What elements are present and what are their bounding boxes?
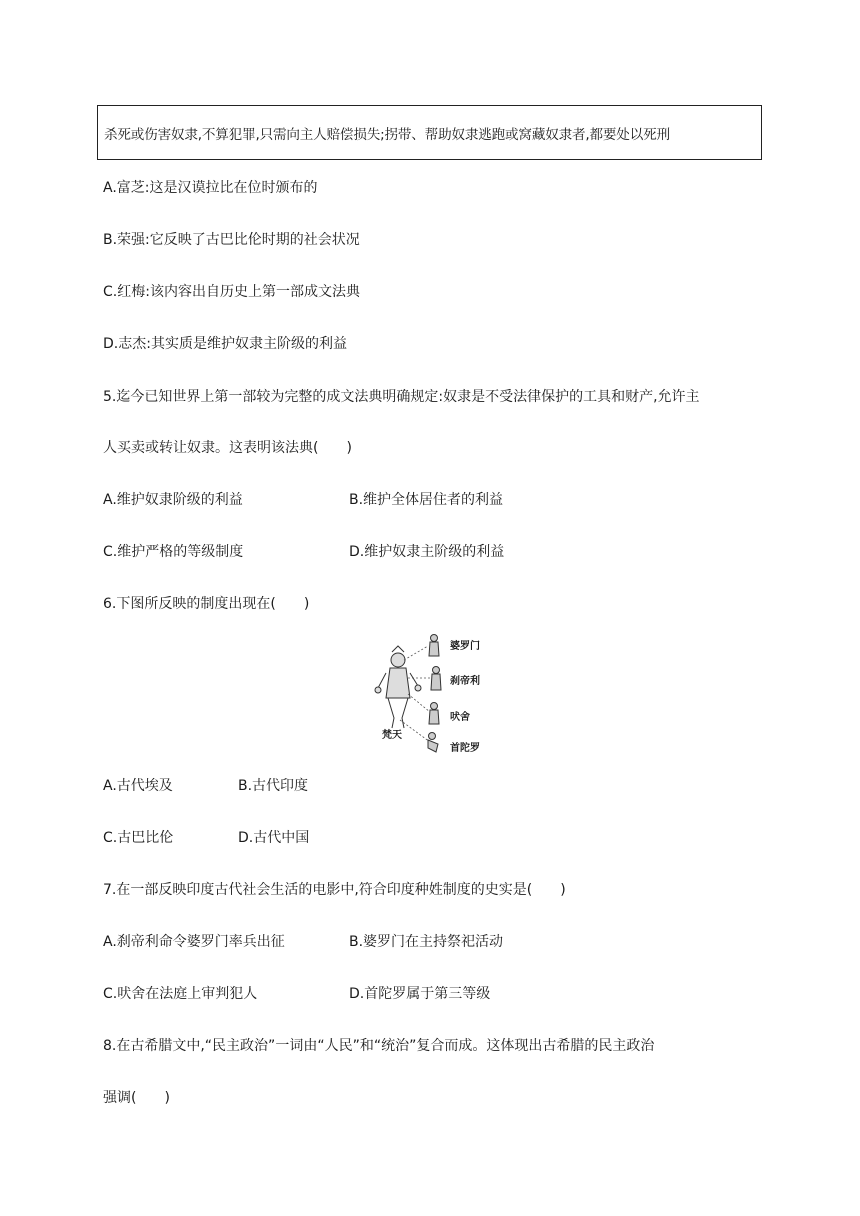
q6-option-a[interactable]: A.古代埃及 [103, 778, 173, 794]
q5-option-a[interactable]: A.维护奴隶阶级的利益 [103, 492, 243, 508]
q7-option-c[interactable]: C.吠舍在法庭上审判犯人 [103, 986, 258, 1002]
q5-stem-line1: 5.迄今已知世界上第一部较为完整的成文法典明确规定:奴隶是不受法律保护的工具和财产,允许主 [103, 389, 700, 405]
q4-option-b[interactable]: B.荣强:它反映了古巴比伦时期的社会状况 [103, 232, 360, 248]
q4-option-d[interactable]: D.志杰:其实质是维护奴隶主阶级的利益 [103, 336, 347, 352]
q6-stem: 6.下图所反映的制度出现在( ) [103, 596, 310, 612]
q6-option-b[interactable]: B.古代印度 [238, 778, 309, 794]
label-brahmin: 婆罗门 [450, 641, 480, 652]
source-quote-box [97, 105, 762, 160]
q8-stem-line2: 强调( ) [103, 1090, 170, 1106]
q7-option-b[interactable]: B.婆罗门在主持祭祀活动 [349, 934, 504, 950]
q8-stem-line1: 8.在古希腊文中,“民主政治”一词由“人民”和“统治”复合而成。这体现出古希腊的民主政治 [103, 1038, 655, 1054]
q5-stem-line2: 人买卖或转让奴隶。这表明该法典( ) [103, 440, 352, 456]
q6-option-c[interactable]: C.古巴比伦 [103, 830, 174, 846]
source-quote-text: 杀死或伤害奴隶,不算犯罪,只需向主人赔偿损失;拐带、帮助奴隶逃跑或窝藏奴隶者,都要处以死刑 [104, 127, 670, 143]
q6-option-d[interactable]: D.古代中国 [238, 830, 310, 846]
label-kshatriya: 刹帝利 [450, 676, 480, 687]
q4-option-c[interactable]: C.红梅:该内容出自历史上第一部成文法典 [103, 284, 360, 300]
q4-option-a[interactable]: A.富芝:这是汉谟拉比在位时颁布的 [103, 180, 318, 196]
q7-option-a[interactable]: A.刹帝利命令婆罗门率兵出征 [103, 934, 285, 950]
q7-stem: 7.在一部反映印度古代社会生活的电影中,符合印度种姓制度的史实是( ) [103, 882, 566, 898]
q5-option-b[interactable]: B.维护全体居住者的利益 [349, 492, 504, 508]
caste-system-figure [370, 628, 500, 758]
label-shudra: 首陀罗 [450, 743, 480, 754]
q5-option-d[interactable]: D.维护奴隶主阶级的利益 [349, 544, 505, 560]
label-brahma: 梵天 [382, 730, 402, 741]
label-vaishya: 吠舍 [450, 712, 470, 723]
q7-option-d[interactable]: D.首陀罗属于第三等级 [349, 986, 491, 1002]
q5-option-c[interactable]: C.维护严格的等级制度 [103, 544, 244, 560]
